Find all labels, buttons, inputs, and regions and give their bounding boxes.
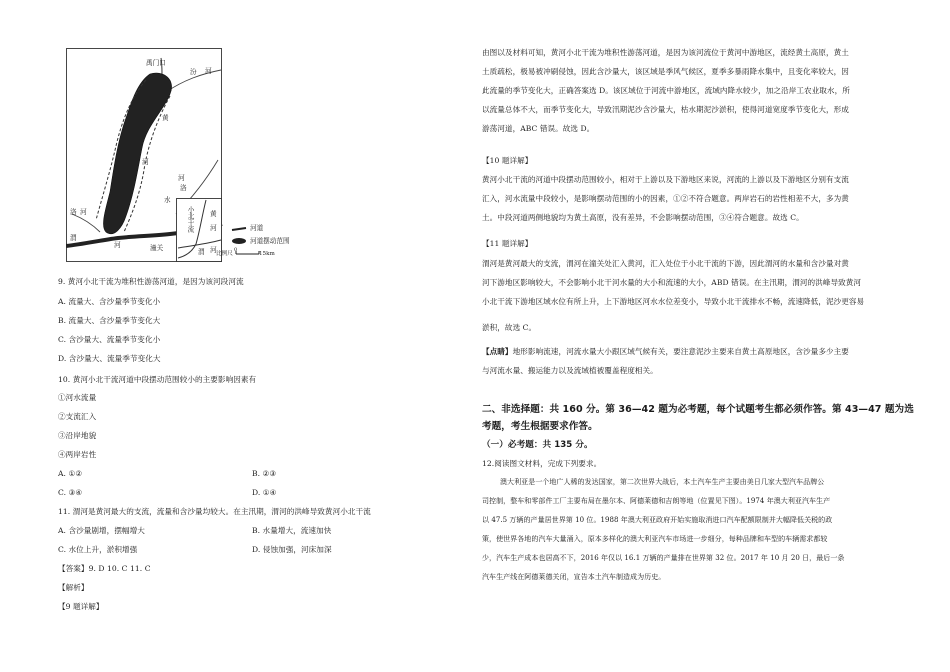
map-label-fen-he: 河 [205,67,212,75]
tip-text-1: 地形影响流速，河流水量大小跟区域气候有关，要注意泥沙主要来自黄土高原地区，含沙量多少主要 [512,347,849,356]
q10-option-d: D. ①④ [252,488,277,497]
p11-line-3: 小北干流下游地区域水位有所上升，上下游地区河水水位差变小，导致小北干流排水不畅，流速降低，泥沙更容易 [482,297,865,306]
p9-line-4: 以流量总体不大，而季节变化大，导致汛期泥沙含沙量大，枯水期泥沙淤积，使得河道宽度季节变化大，形成 [482,105,849,114]
detail-9-heading: 【9 题详解】 [58,602,104,611]
q10-item-1: ①河水流量 [58,393,97,402]
legend-scale-zero: 0 [234,247,238,253]
q11-option-d: D. 侵蚀加强，河床加深 [252,545,332,554]
q10-item-4: ④两岸岩性 [58,450,97,459]
q11-option-b: B. 水量增大，流速加快 [252,526,332,535]
map-figure [66,48,290,266]
map-label-he-main: 河 [142,158,149,166]
map-label-luo2: 洛 [70,208,77,216]
question-9: 9. 黄河小北干流为堆积性游荡河道，是因为该河段河流 [58,277,244,286]
inset-label-he: 河 [210,224,217,232]
p9-line-5: 游荡河道，ABC 错误。故选 D。 [482,124,595,133]
p10-line-2: 汇入，河水流量中段较小，是影响摆动范围的小的因素，①②不符合题意。两岸岩石的岩性相差不大，多为黄 [482,194,849,203]
q9-option-d: D. 含沙量大、流量季节变化大 [58,354,161,363]
detail-10-heading: 【10 题详解】 [482,156,533,165]
inset-label-xiaobei: 小北干流 [186,206,194,233]
p9-line-2: 土质疏松，极易被冲刷侵蚀，因此含沙量大，该区域是季风气候区，夏季多暴雨降水集中，且变化率较大，因 [482,67,849,76]
tip-line-1 [482,346,849,357]
inset-label-wei: 渭 [198,248,205,256]
answer-line: 【答案】9. D 10. C 11. C [58,564,151,573]
q9-option-b: B. 流量大、含沙量季节变化大 [58,316,161,325]
analysis-heading: 【解析】 [58,583,89,592]
material-line-3: 以 47.5 万辆的产量居世界第 10 位。1988 年澳大利亚政府开始实施取消进口汽车配额限制并大幅降低关税的政 [482,516,833,524]
map-label-wei-he: 河 [114,241,121,249]
p11-line-1: 渭河是黄河最大的支流，渭河在潼关处汇入黄河，汇入处位于小北干流的下游，因此渭河的水量和含沙量对黄 [482,259,849,268]
legend-swing-label: 河道摆动范围 [250,237,290,245]
material-line-4: 策，使世界各地的汽车大量涌入，原本多样化的澳大利亚汽车市场进一步细分，每种品牌和车型的车辆需求都较 [482,535,828,543]
map-label-fen: 汾 [190,68,197,76]
p10-line-3: 土。中段河道两侧地貌均为黄土高原，没有差异，不会影响摆动范围，③④符合题意。故选 C。 [482,213,804,222]
detail-11-heading: 【11 题详解】 [482,239,533,248]
q9-option-a: A. 流量大、含沙量季节变化小 [58,297,161,306]
question-12: 12.阅读图文材料，完成下列要求。 [482,459,602,468]
q10-option-a: A. ①② [58,469,83,478]
map-label-wei: 渭 [70,234,77,242]
q10-item-3: ③沿岸地貌 [58,431,97,440]
q11-option-a: A. 含沙量剧增，摆幅增大 [58,526,145,535]
map-label-luo: 洛 [180,184,187,192]
p11-line-2: 河下游地区影响较大，不会影响小北干河水量的大小和流速的大小，ABD 错误。在主汛期，渭河的洪峰导致黄河 [482,278,862,287]
q10-option-c: C. ③④ [58,488,83,497]
map-label-huang: 黄 [162,114,169,122]
map-label-luo2-he: 河 [80,208,87,216]
material-line-1: 澳大利亚是一个地广人稀的发达国家，第二次世界大战后，本土汽车生产主要由美日几家大型汽车品牌公 [500,478,825,486]
section-2-heading-line-2: 考题，考生根据要求作答。 [482,421,598,432]
p10-line-1: 黄河小北干流的河道中段摆动范围较小，相对于上游以及下游地区来说，河流的上游以及下游地区分别有支流 [482,175,849,184]
map-label-yumenkou: 禹门口 [146,59,166,67]
legend-scale-value: 15km [259,251,275,257]
inset-label-wei-he: 河 [210,246,217,254]
question-10: 10. 黄河小北干流河道中段摆动范围较小的主要影响因素有 [58,375,257,384]
map-label-tongguan: 潼关 [150,244,164,252]
legend-scale-label: 比例尺 [216,251,233,257]
p9-line-1: 由图以及材料可知，黄河小北干流为堆积性游荡河道，是因为该河流位于黄河中游地区，流经黄土高原，黄土 [482,48,849,57]
inset-label-huang: 黄 [210,210,217,218]
p9-line-3: 此流量的季节变化大，正确答案选 D。该区域位于河流中游地区，流域内降水较少，加之沿岸工农业取水，所 [482,86,850,95]
map-label-he-right: 河 [178,174,185,182]
material-line-6: 汽车生产线在阿德莱德关闭，宣告本土汽车制造成为历史。 [482,573,666,581]
question-11: 11. 渭河是黄河最大的支流，流量和含沙量均较大。在主汛期，渭河的洪峰导致黄河小北干流 [58,507,371,516]
p11-line-4: 淤积，故选 C。 [482,323,537,332]
section-2-heading-line-1: 二、非选择题：共 160 分。第 36—42 题为必考题，每个试题考生都必须作答。第 43—47 题为选 [482,404,914,415]
map-label-shui: 水 [164,196,171,204]
required-subheading: （一）必考题：共 135 分。 [482,440,593,450]
map-svg [66,48,276,266]
q10-option-b: B. ②③ [252,469,277,478]
q9-option-c: C. 含沙量大、流量季节变化小 [58,335,161,344]
tip-label: 【点睛】 [482,347,513,356]
q10-item-2: ②支流汇入 [58,412,97,421]
material-line-2: 司控制，整车和零部件工厂主要布局在墨尔本、阿德莱德和吉朗等地（位置见下图）。1974 年澳大利亚汽车生产 [482,497,831,505]
legend-river-label: 河道 [250,224,264,232]
material-line-5: 少，汽车生产成本也居高不下，2016 年仅以 16.1 万辆的产量排在世界第 32 位。2017 年 10 月 20 日，最后一条 [482,554,845,562]
tip-line-2: 与河流水量、搬运能力以及流域植被覆盖程度相关。 [482,366,658,375]
q11-option-c: C. 水位上升，淤积增强 [58,545,138,554]
